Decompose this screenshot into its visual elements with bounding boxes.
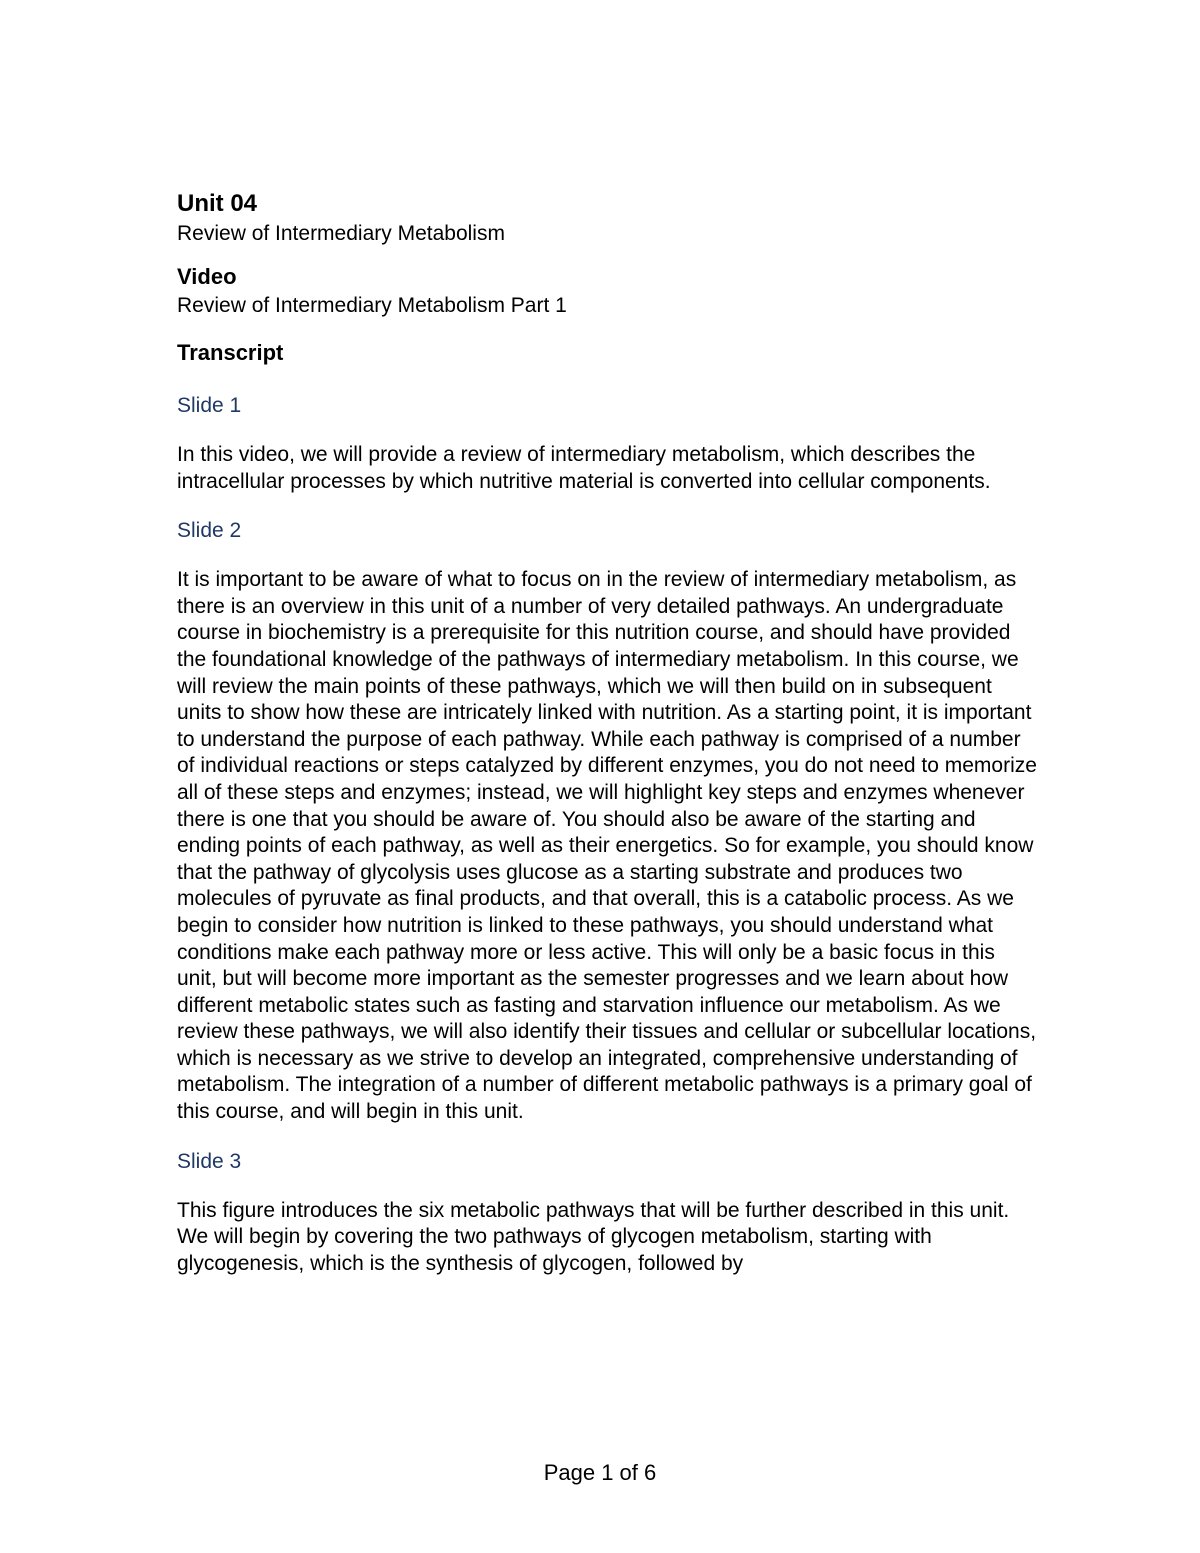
unit-title: Review of Intermediary Metabolism [177,222,505,245]
video-title: Review of Intermediary Metabolism Part 1 [177,294,567,317]
slide-text: This figure introduces the six metabolic pathways that will be further described in this unit. We will begin by covering the two pathways of glycogen metabolism, starting with glycogenesis, which is the synthesis of glycogen, followed by [177,1198,1010,1275]
page-number: Page 1 of 6 [543,1460,657,1485]
transcript-heading: Transcript [177,340,284,365]
unit-heading: Unit 04 [177,190,258,217]
video-heading: Video [177,264,237,289]
slide-text: It is important to be aware of what to focus on in the review of intermediary metabolism, as there is an overview in this unit of a number of very detailed pathways. An undergraduate course in biochemistry is a prerequisite for this nutrition course, and should have provided the foundational knowledge of the pathways of intermediary metabolism. In this course, we will review the main points of these pathways, which we will then build on in subsequent units to show how these are intricately linked with nutrition. As a starting point, it is important to understand the purpose of each pathway. While each pathway is comprised of a number of individual reactions or steps catalyzed by different enzymes, you do not need to memorize all of these steps and enzymes; instead, we will highlight key steps and enzymes whenever there is one that you should be aware of. You should also be aware of the starting and ending points of each pathway, as well as their energetics. So for example, you should know that the pathway of glycolysis uses glucose as a starting substrate and produces two molecules of pyruvate as final products, and that overall, this is a catabolic process. As we begin to consider how nutrition is linked to these pathways, you should understand what conditions make each pathway more or less active. This will only be a basic focus in this unit, but will become more important as the semester progresses and we learn about how different metabolic states such as fasting and starvation influence our metabolism. As we review these pathways, we will also identify their tissues and cellular or subcellular locations, which is necessary as we strive to develop an integrated, comprehensive understanding of metabolism. The integration of a number of different metabolic pathways is a primary goal of this course, and will begin in this unit. [177,568,1037,1124]
slide-label: Slide 3 [177,1149,242,1173]
slide-label: Slide 1 [177,394,242,417]
slide-text: In this video, we will provide a review of intermediary metabolism, which describes the intracellular processes by which nutritive material is converted into cellular components. [177,443,991,493]
document-body [177,188,1037,1277]
slide-label: Slide 2 [177,519,242,543]
